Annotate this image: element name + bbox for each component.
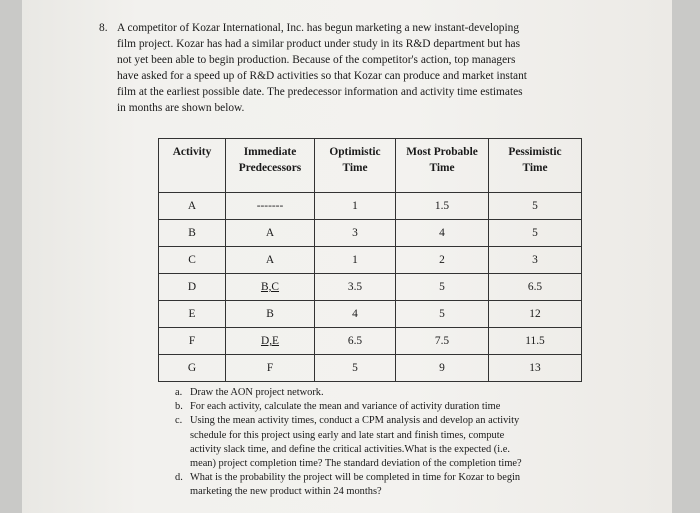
part-b [175,400,575,414]
cell-activity: B [159,220,226,247]
cell-most-probable: 5 [396,274,489,301]
header-predecessors: Immediate Predecessors [226,139,315,193]
part-label: d. [175,472,183,484]
table-row [159,274,582,301]
table-row [159,220,582,247]
cell-most-probable: 1.5 [396,193,489,220]
table-row [159,301,582,328]
table-row [159,247,582,274]
question-line: have asked for a speed up of R&D activities so that Kozar can produce and market instant [117,70,527,82]
part-line: schedule for this project using early and late start and finish times, compute [190,429,505,441]
question-line: A competitor of Kozar International, Inc. has begun marketing a new instant-developing [117,22,520,34]
cell-optimistic: 1 [315,193,396,220]
part-line: For each activity, calculate the mean and variance of activity duration time [190,401,501,413]
cell-pessimistic: 5 [489,193,582,220]
part-label: c. [175,415,183,427]
cell-optimistic: 3 [315,220,396,247]
table-row [159,355,582,382]
cell-optimistic: 4 [315,301,396,328]
question-line: film at the earliest possible date. The predecessor information and activity time estimates [117,86,523,98]
part-line: activity slack time, and define the critical activities.What is the expected (i.e. [190,443,510,455]
cell-pessimistic: 11.5 [489,328,582,355]
cell-optimistic: 6.5 [315,328,396,355]
question-parts [175,386,575,500]
cell-activity: A [159,193,226,220]
cell-predecessors: B [226,301,315,328]
cell-activity: G [159,355,226,382]
cell-activity: D [159,274,226,301]
header-most-probable: Most Probable Time [396,139,489,193]
table-row [159,328,582,355]
cell-predecessors: D,E [226,328,315,355]
cell-pessimistic: 13 [489,355,582,382]
cell-predecessors: A [226,247,315,274]
cell-optimistic: 3.5 [315,274,396,301]
cell-most-probable: 5 [396,301,489,328]
question-number: 8. [99,22,108,34]
activity-table [158,138,582,382]
header-activity: Activity [159,139,226,193]
table-header-row [159,139,582,193]
cell-predecessors: A [226,220,315,247]
header-pessimistic: Pessimistic Time [489,139,582,193]
table-row [159,193,582,220]
part-c [175,414,575,471]
part-d [175,471,575,499]
part-line: Using the mean activity times, conduct a CPM analysis and develop an activity [190,415,520,427]
cell-predecessors: ------- [226,193,315,220]
cell-most-probable: 4 [396,220,489,247]
cell-optimistic: 1 [315,247,396,274]
part-a [175,386,575,400]
cell-predecessors: B,C [226,274,315,301]
cell-most-probable: 9 [396,355,489,382]
cell-optimistic: 5 [315,355,396,382]
part-line: marketing the new product within 24 months? [190,486,382,498]
question-line: not yet been able to begin production. Because of the competitor's action, top managers [117,54,516,66]
cell-activity: C [159,247,226,274]
part-label: a. [175,387,183,398]
cell-most-probable: 7.5 [396,328,489,355]
cell-activity: F [159,328,226,355]
part-label: b. [175,401,183,413]
header-optimistic: Optimistic Time [315,139,396,193]
question-text [99,20,587,116]
cell-pessimistic: 12 [489,301,582,328]
part-line: What is the probability the project will be completed in time for Kozar to begin [190,472,521,484]
cell-pessimistic: 3 [489,247,582,274]
cell-activity: E [159,301,226,328]
part-line: mean) project completion time? The standard deviation of the completion time? [190,458,522,470]
question-line: in months are shown below. [117,102,245,114]
cell-pessimistic: 5 [489,220,582,247]
question-line: film project. Kozar has had a similar product under study in its R&D department but has [117,38,521,50]
cell-most-probable: 2 [396,247,489,274]
part-line: Draw the AON project network. [190,387,324,398]
cell-predecessors: F [226,355,315,382]
cell-pessimistic: 6.5 [489,274,582,301]
